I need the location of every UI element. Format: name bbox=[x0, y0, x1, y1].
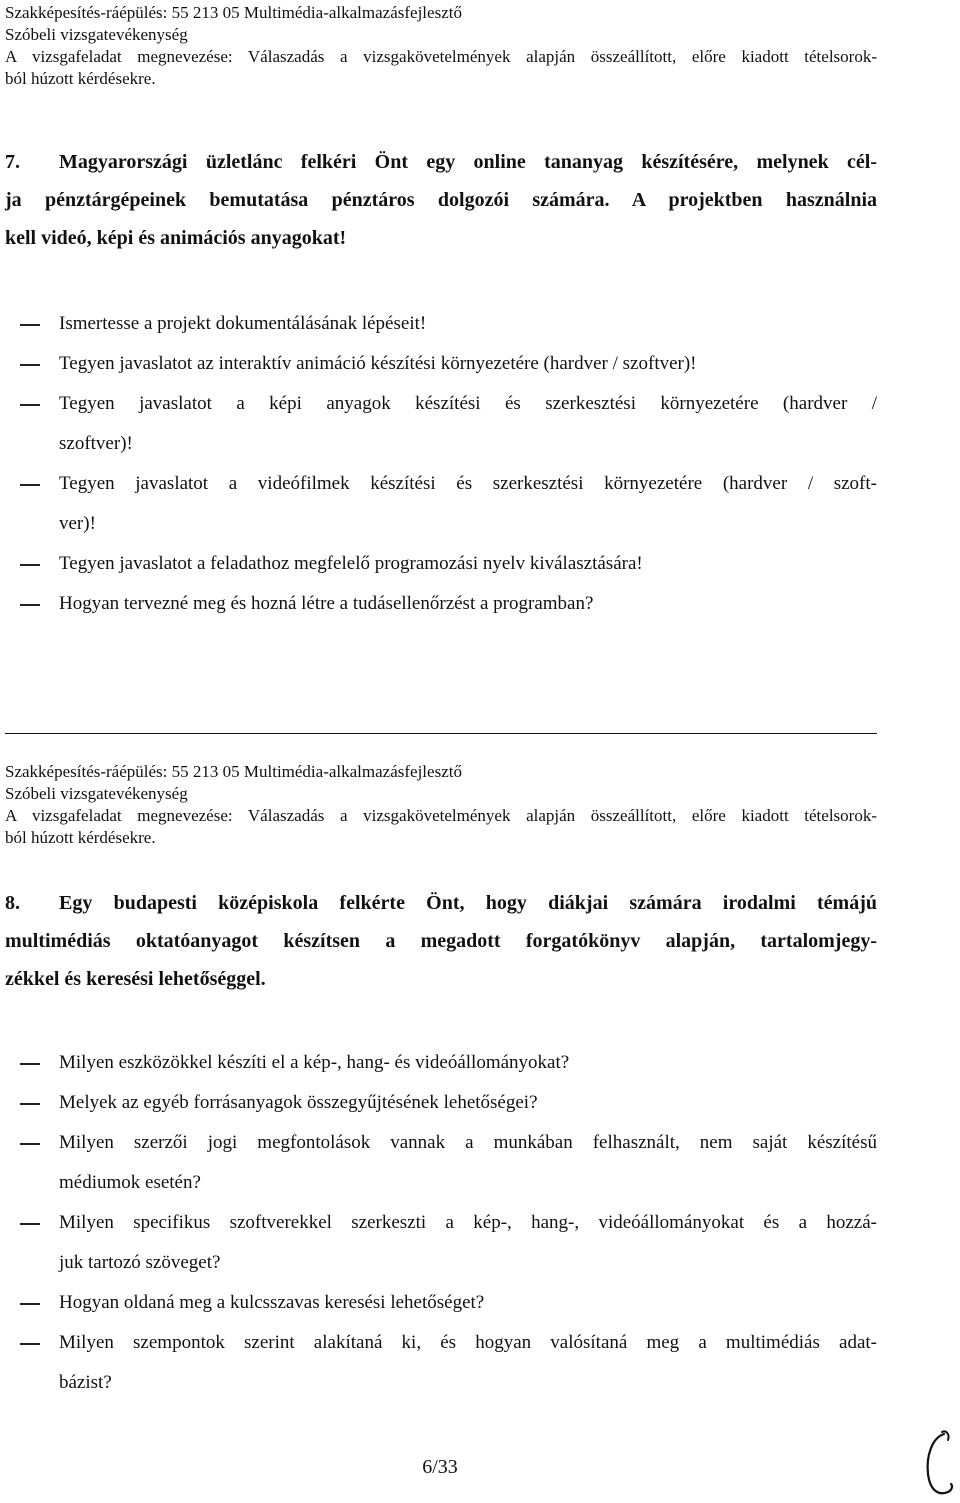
dash-bullet-icon bbox=[5, 464, 59, 544]
header-task-title-cont: ból húzott kérdésekre. bbox=[5, 69, 156, 88]
list-item: Tegyen javaslatot az interaktív animáció készítési környezetére (hardver / szoftver)! bbox=[5, 344, 877, 384]
list-item: Tegyen javaslatot a videófilmek készítési és szerkesztési környezetére (hardver / szoft- ver)! bbox=[5, 464, 877, 544]
task-7-prompt bbox=[5, 143, 877, 257]
dash-bullet-icon bbox=[5, 544, 59, 584]
dash-bullet-icon bbox=[5, 1123, 59, 1203]
header-exam-activity: Szóbeli vizsgatevékenység bbox=[5, 25, 188, 44]
list-item: Milyen szerzői jogi megfontolások vannak a munkában felhasznált, nem saját készítésű médiumok esetén? bbox=[5, 1123, 877, 1203]
task-7-line-2: ja pénztárgépeinek bemutatása pénztáros dolgozói számára. A projektben használnia bbox=[5, 189, 877, 211]
list-item: Hogyan tervezné meg és hozná létre a tudásellenőrzést a programban? bbox=[5, 584, 877, 624]
list-item: Milyen eszközökkel készíti el a kép-, hang- és videóállományokat? bbox=[5, 1043, 877, 1083]
dash-bullet-icon bbox=[5, 384, 59, 464]
task-7-line-1: Magyarországi üzletlánc felkéri Önt egy online tananyag készítésére, melynek cél- bbox=[59, 151, 877, 173]
list-item: Melyek az egyéb forrásanyagok összegyűjtésének lehetőségei? bbox=[5, 1083, 877, 1123]
dash-bullet-icon bbox=[5, 304, 59, 344]
task-8-line-2: multimédiás oktatóanyagot készítsen a megadott forgatókönyv alapján, tartalomjegy- bbox=[5, 930, 877, 952]
list-item: Tegyen javaslatot a képi anyagok készítési és szerkesztési környezetére (hardver / szoftver)! bbox=[5, 384, 877, 464]
header-task-title: A vizsgafeladat megnevezése: Válaszadás a vizsgakövetelmények alapján összeállított, előre kiadott tételsorok- bbox=[5, 806, 877, 825]
list-item: Ismertesse a projekt dokumentálásának lépéseit! bbox=[5, 304, 877, 344]
dash-bullet-icon bbox=[5, 1283, 59, 1323]
dash-bullet-icon bbox=[5, 584, 59, 624]
task-8-line-1: Egy budapesti középiskola felkérte Önt, hogy diákjai számára irodalmi témájú bbox=[59, 892, 877, 914]
task-8-prompt bbox=[5, 884, 877, 998]
header-task-title: A vizsgafeladat megnevezése: Válaszadás a vizsgakövetelmények alapján összeállított, előre kiadott tételsorok- bbox=[5, 47, 877, 66]
list-item: Tegyen javaslatot a feladathoz megfelelő programozási nyelv kiválasztására! bbox=[5, 544, 877, 584]
list-item: Milyen specifikus szoftverekkel szerkeszti a kép-, hang-, videóállományokat és a hozzá- juk tartozó szöveget? bbox=[5, 1203, 877, 1283]
task-7-questions bbox=[5, 304, 877, 624]
dash-bullet-icon bbox=[5, 1083, 59, 1123]
header-qualification: Szakképesítés-ráépülés: 55 213 05 Multimédia-alkalmazásfejlesztő bbox=[5, 3, 462, 22]
dash-bullet-icon bbox=[5, 1203, 59, 1283]
page-number: 6/33 bbox=[422, 1456, 458, 1478]
dash-bullet-icon bbox=[5, 1043, 59, 1083]
header-qualification: Szakképesítés-ráépülés: 55 213 05 Multimédia-alkalmazásfejlesztő bbox=[5, 762, 462, 781]
section-divider bbox=[5, 733, 877, 734]
page-header-top bbox=[5, 2, 877, 90]
dash-bullet-icon bbox=[5, 344, 59, 384]
page-header-bottom bbox=[5, 761, 877, 849]
handwritten-mark-icon bbox=[922, 1428, 956, 1500]
task-number: 7. bbox=[5, 151, 20, 173]
task-8-questions bbox=[5, 1043, 877, 1403]
dash-bullet-icon bbox=[5, 1323, 59, 1403]
task-8-line-3: zékkel és keresési lehetőséggel. bbox=[5, 968, 266, 990]
header-exam-activity: Szóbeli vizsgatevékenység bbox=[5, 784, 188, 803]
list-item: Hogyan oldaná meg a kulcsszavas keresési lehetőséget? bbox=[5, 1283, 877, 1323]
header-task-title-cont: ból húzott kérdésekre. bbox=[5, 828, 156, 847]
task-7-line-3: kell videó, képi és animációs anyagokat! bbox=[5, 227, 347, 249]
list-item: Milyen szempontok szerint alakítaná ki, és hogyan valósítaná meg a multimédiás adat- bázist? bbox=[5, 1323, 877, 1403]
task-number: 8. bbox=[5, 892, 20, 914]
